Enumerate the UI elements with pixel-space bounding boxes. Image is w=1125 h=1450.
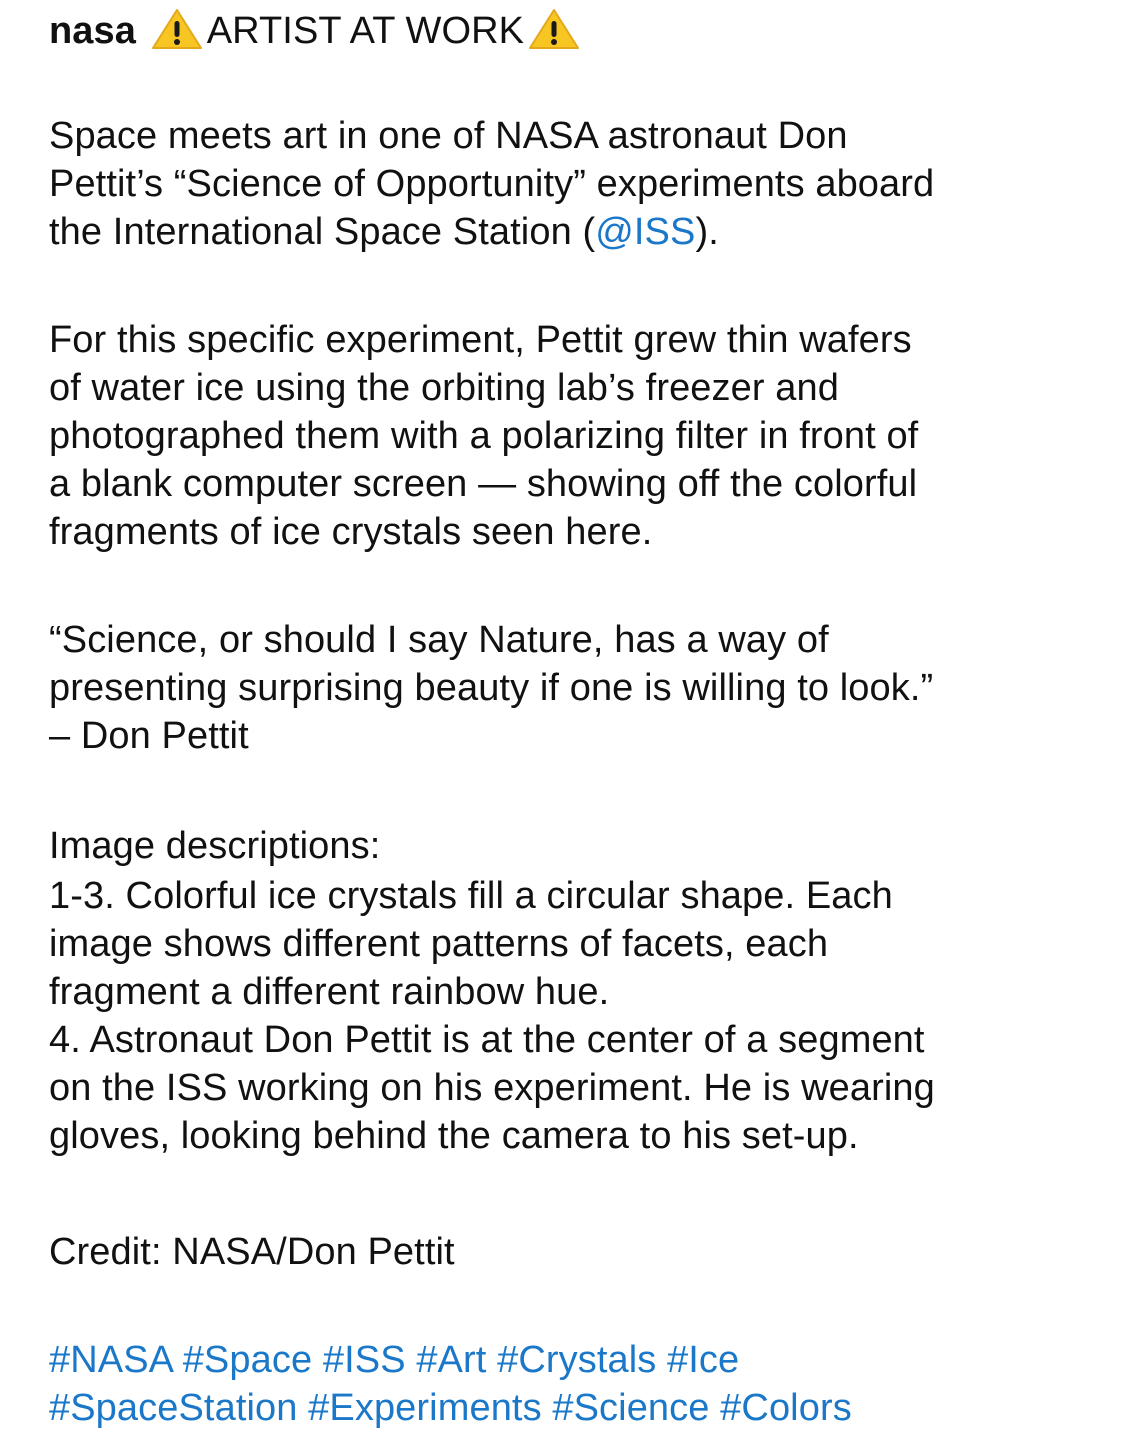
hashtag-link[interactable]: #Art (416, 1339, 487, 1381)
caption-line: of water ice using the orbiting lab’s freezer and (49, 367, 839, 409)
mention-link-iss[interactable]: @ISS (595, 211, 696, 253)
caption-line: Image descriptions: (49, 825, 381, 867)
caption-line: For this specific experiment, Pettit grew thin wafers (49, 319, 912, 361)
caption-line: – Don Pettit (49, 715, 249, 757)
caption-paragraph-experiment (49, 316, 918, 556)
credit-text: Credit: NASA/Don Pettit (49, 1231, 455, 1273)
caption-text: ). (695, 211, 719, 253)
caption-paragraph-image-descriptions (49, 820, 935, 1160)
caption-text: the International Space Station ( (49, 211, 596, 253)
heading-text: ARTIST AT WORK (206, 10, 525, 52)
caption-line: “Science, or should I say Nature, has a way of (49, 619, 829, 661)
caption-heading (49, 7, 584, 55)
caption-line: fragment a different rainbow hue. (49, 971, 610, 1013)
caption-line: image shows different patterns of facets, each (49, 923, 829, 965)
caption-line: fragments of ice crystals seen here. (49, 511, 653, 553)
caption-line: presenting surprising beauty if one is willing to look.” (49, 667, 934, 709)
hashtag-line-1 (49, 1336, 852, 1384)
hashtag-link[interactable]: #NASA (49, 1339, 173, 1381)
caption-line: 1-3. Colorful ice crystals fill a circular shape. Each (49, 875, 893, 917)
hashtag-link[interactable]: #Crystals (497, 1339, 657, 1381)
hashtag-link[interactable]: #SpaceStation (49, 1387, 298, 1429)
caption-line: on the ISS working on his experiment. He is wearing (49, 1067, 935, 1109)
caption-line: 4. Astronaut Don Pettit is at the center of a segment (49, 1019, 925, 1061)
hashtag-link[interactable]: #Ice (667, 1339, 740, 1381)
caption-line: Space meets art in one of NASA astronaut Don (49, 115, 848, 157)
caption-credit (49, 1228, 455, 1276)
warning-icon (528, 7, 580, 51)
caption-line: photographed them with a polarizing filter in front of (49, 415, 919, 457)
hashtag-link[interactable]: #Experiments (308, 1387, 542, 1429)
username-link[interactable]: nasa (49, 10, 137, 52)
caption-line: gloves, looking behind the camera to his set-up. (49, 1115, 859, 1157)
caption-line: a blank computer screen — showing off the colorful (49, 463, 918, 505)
caption-line (49, 208, 934, 256)
hashtag-link[interactable]: #Science (552, 1387, 710, 1429)
hashtag-list (49, 1336, 852, 1432)
hashtag-link[interactable]: #ISS (322, 1339, 406, 1381)
caption-line: Pettit’s “Science of Opportunity” experiments aboard (49, 163, 935, 205)
hashtag-link[interactable]: #Colors (720, 1387, 852, 1429)
caption-paragraph-quote (49, 616, 933, 760)
warning-icon (151, 7, 203, 51)
hashtag-link[interactable]: #Space (182, 1339, 313, 1381)
caption-paragraph-intro (49, 112, 934, 256)
hashtag-line-2 (49, 1384, 852, 1432)
